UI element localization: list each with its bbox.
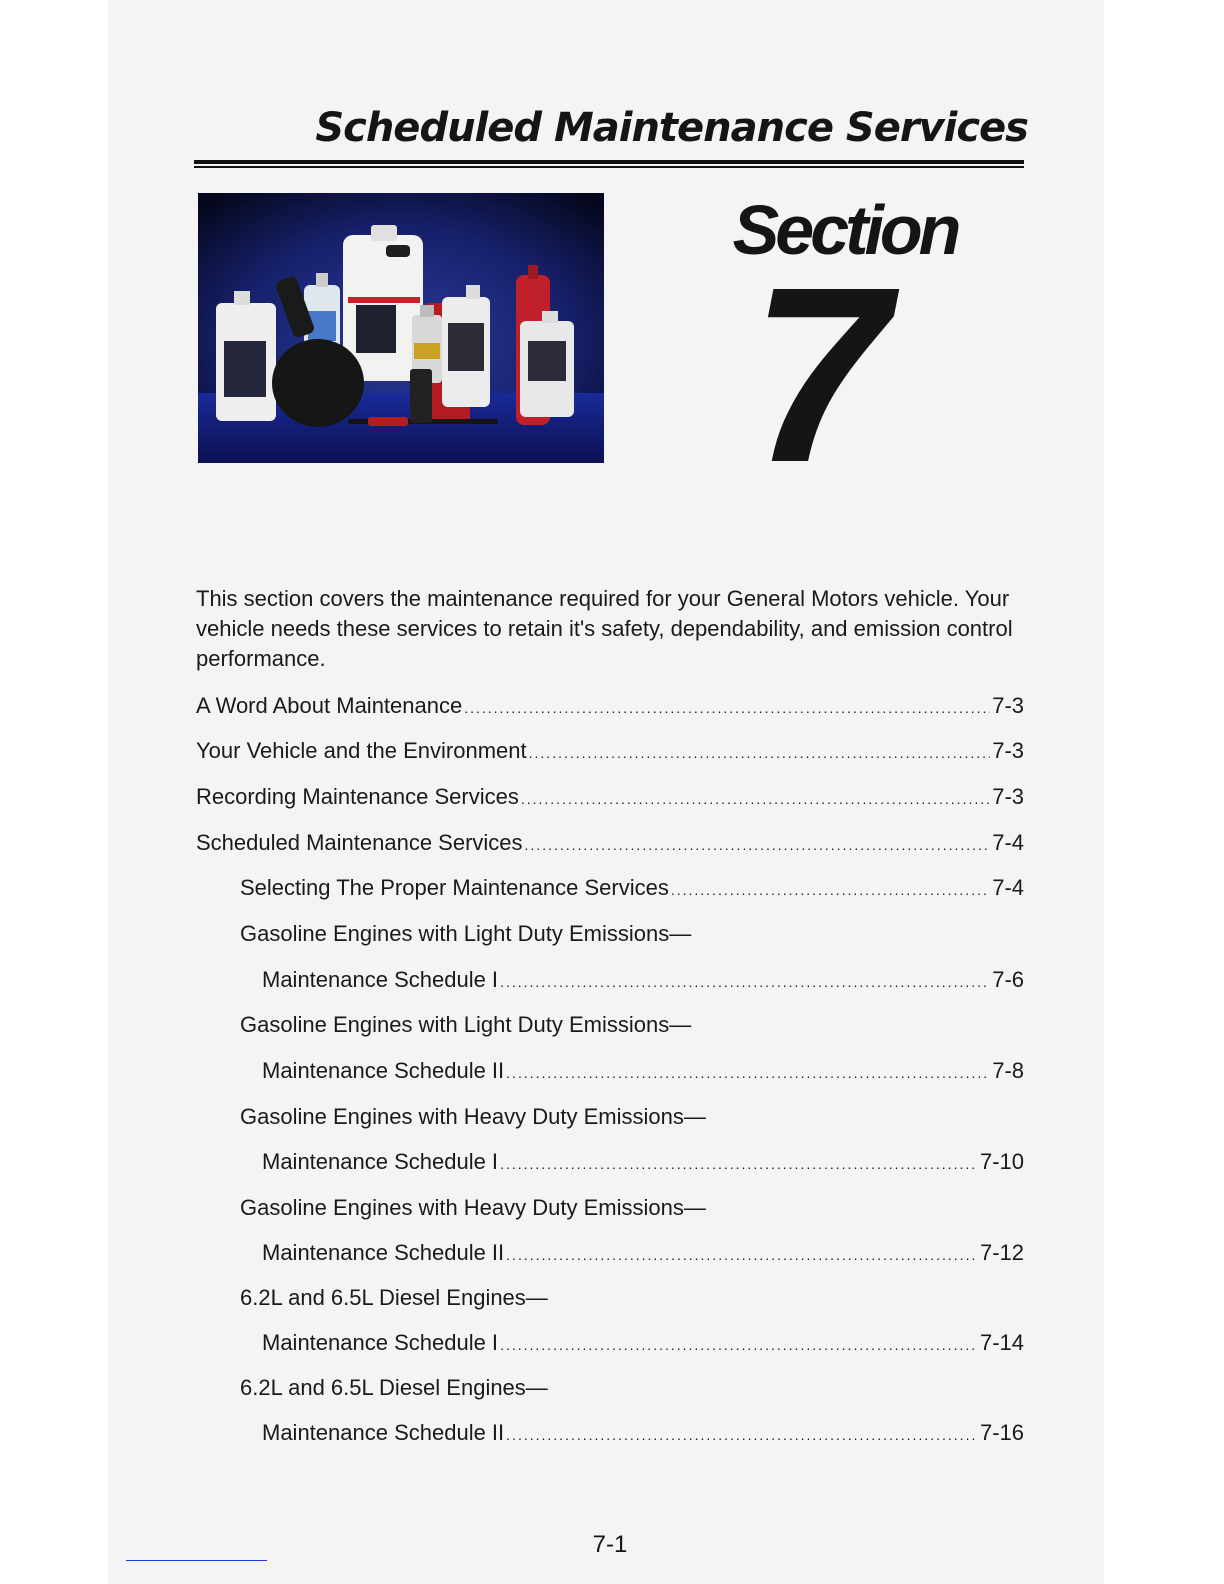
toc-entry <box>196 691 1024 721</box>
page-title: Scheduled Maintenance Services <box>315 105 1028 151</box>
intro-paragraph: This section covers the maintenance required for your General Motors vehicle. Your vehicle needs these services to retain it's safety, dependability, and emission control performance. <box>196 586 1013 671</box>
toc-entry <box>262 1418 1024 1448</box>
toc-entry <box>262 1056 1024 1086</box>
toc-entry-label: Scheduled Maintenance Services <box>196 830 523 855</box>
toc-dot-leader <box>506 1420 978 1450</box>
toc-entry-label: Your Vehicle and the Environment <box>196 738 527 763</box>
toc-entry <box>196 736 1024 766</box>
toc-entry-label: Maintenance Schedule II <box>262 1240 505 1265</box>
toc-entry-page: 7-12 <box>979 1240 1024 1265</box>
toc-dot-leader <box>500 1330 978 1360</box>
toc-entry-label: A Word About Maintenance <box>196 693 463 718</box>
toc-entry-label: Gasoline Engines with Light Duty Emissions— <box>240 921 692 946</box>
toc-entry-label: Gasoline Engines with Light Duty Emissions— <box>240 1012 692 1037</box>
toc-entry-page: 7-4 <box>992 830 1024 855</box>
toc-entry-label: Maintenance Schedule I <box>262 967 499 992</box>
section-number: 7 <box>750 235 890 514</box>
footer-line <box>126 1560 267 1561</box>
toc-dot-leader <box>521 784 990 814</box>
section-heading: Section <box>732 191 958 269</box>
toc-entry-label: Maintenance Schedule I <box>262 1330 499 1355</box>
toc-dot-leader <box>500 967 990 997</box>
toc-entry-label: Maintenance Schedule II <box>262 1058 505 1083</box>
toc-entry-page: 7-8 <box>992 1058 1024 1083</box>
toc-entry-label: Gasoline Engines with Heavy Duty Emissions— <box>240 1104 706 1129</box>
toc-entry-page: 7-10 <box>979 1149 1024 1174</box>
toc-entry <box>262 1147 1024 1177</box>
page-number: 7-1 <box>592 1531 628 1558</box>
toc-entry-page: 7-4 <box>992 875 1024 900</box>
toc-entry <box>240 873 1024 903</box>
toc-dot-leader <box>529 738 991 768</box>
toc-entry <box>240 1193 706 1223</box>
toc-entry <box>240 1283 548 1313</box>
toc-dot-leader <box>500 1149 978 1179</box>
toc-dot-leader <box>525 830 991 860</box>
toc-dot-leader <box>506 1240 978 1270</box>
toc-entry <box>262 1328 1024 1358</box>
toc-entry-label: 6.2L and 6.5L Diesel Engines— <box>240 1375 548 1400</box>
toc-entry-page: 7-3 <box>992 784 1024 809</box>
toc-dot-leader <box>464 693 990 723</box>
toc-entry <box>262 965 1024 995</box>
toc-entry-label: Gasoline Engines with Heavy Duty Emissions— <box>240 1195 706 1220</box>
toc-dot-leader <box>671 875 990 905</box>
toc-entry-page: 7-6 <box>992 967 1024 992</box>
toc-entry <box>240 919 691 949</box>
toc-entry <box>240 1010 691 1040</box>
toc-entry-label: Selecting The Proper Maintenance Services <box>240 875 669 900</box>
toc-entry-label: Maintenance Schedule II <box>262 1420 505 1445</box>
toc-dot-leader <box>506 1058 990 1088</box>
toc-entry-label: Maintenance Schedule I <box>262 1149 499 1174</box>
toc-entry-page: 7-3 <box>992 693 1024 718</box>
toc-entry <box>240 1102 706 1132</box>
toc-entry-label: Recording Maintenance Services <box>196 784 519 809</box>
toc-entry <box>196 782 1024 812</box>
toc-entry-page: 7-14 <box>979 1330 1024 1355</box>
toc-entry <box>240 1373 548 1403</box>
toc-entry <box>196 828 1024 858</box>
toc-entry-page: 7-3 <box>992 738 1024 763</box>
toc-entry-label: 6.2L and 6.5L Diesel Engines— <box>240 1285 548 1310</box>
toc-entry-page: 7-16 <box>979 1420 1024 1445</box>
toc-entry <box>262 1238 1024 1268</box>
